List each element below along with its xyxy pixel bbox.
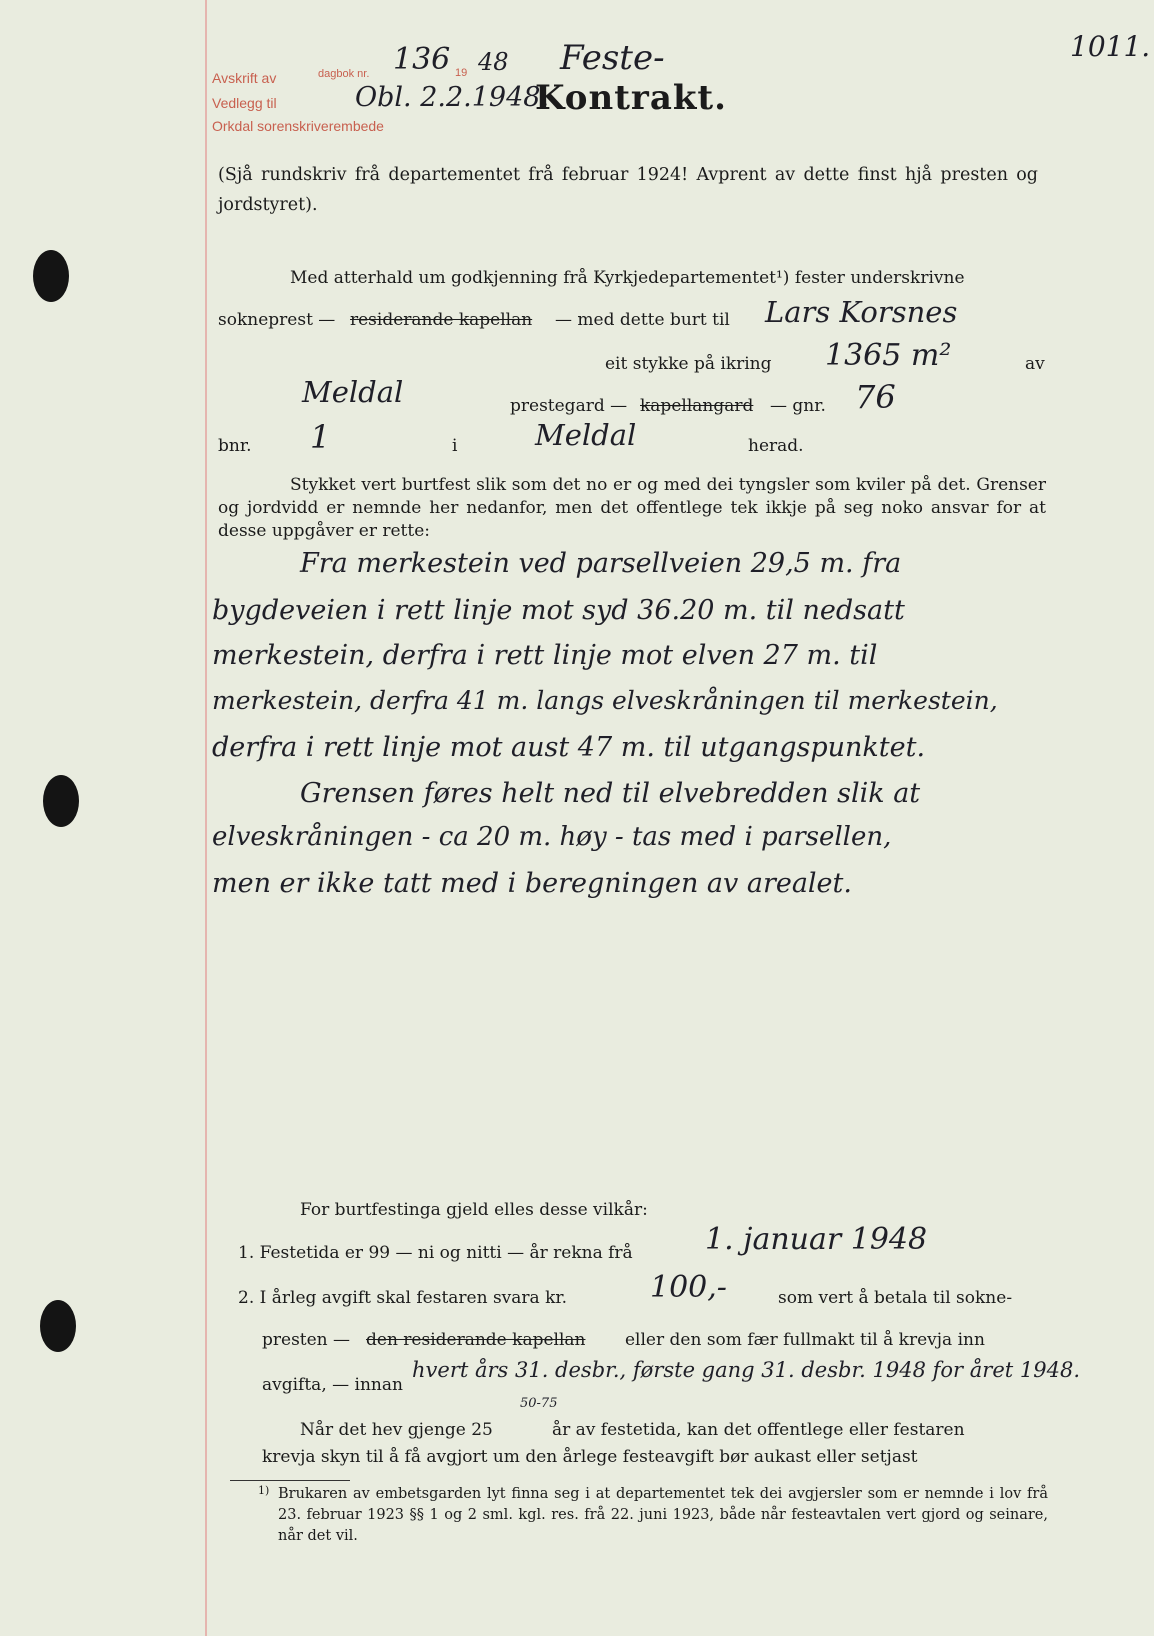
footnote-mark: 1) [258,1484,270,1497]
stamp-line1-left: Avskrift av [212,70,277,86]
condition-2-rest: eller den som fær fullmakt til å krevja inn [625,1330,985,1350]
intro-note: (Sjå rundskriv frå departementet frå februar 1924! Avprent av dette finst hjå presten og jordstyret). [218,165,1038,215]
registry-date: Obl. 2.2.1948. [355,82,550,113]
area-value: 1365 m² [825,338,952,373]
boundary-line: derfra i rett linje mot aust 47 m. til utgangspunktet. [212,732,926,763]
boundary-line: men er ikke tatt med i beregningen av arealet. [212,868,852,899]
footnote-text: Brukaren av embetsgarden lyt finna seg i at departementet tek dei avgjersler som er nemnde i lov frå 23. februar 1923 §§ 1 og 2 sml. kgl. res. frå 22. juni 1923, både når festeavtalen vert gjord og seinare, når det vil. [278,1486,1048,1544]
herad-label: herad. [748,436,804,456]
i-label: i [452,436,458,456]
condition-2: 2. I årleg avgift skal festaren svara kr. [238,1288,568,1308]
bnr-label: bnr. [218,436,252,456]
struck-kapellangard: kapellangard [640,396,754,416]
boundary-line: Fra merkestein ved parsellveien 29,5 m. fra [300,548,902,579]
stamp-line1-mid: dagbok nr. [318,68,370,80]
prestegard-label: prestegard — [510,396,628,416]
footnote-rule [230,1480,350,1481]
margin-rule [205,0,207,1636]
parish-handwritten: Meldal [302,375,404,409]
punch-hole-top [33,250,69,302]
boundary-line: Grensen føres helt ned til elvebredden slik at [300,778,921,809]
gnr-label: — gnr. [770,396,826,416]
struck-den-residerande: den residerande kapellan [366,1330,586,1350]
title-prefix: Feste- [560,38,665,78]
stamp-line3: Orkdal sorenskriverembede [212,118,384,134]
bnr-value: 1 [310,418,331,456]
registry-number: 136 [393,42,451,77]
punch-hole-bottom [40,1300,76,1352]
document-title: Kontrakt. [535,78,727,118]
form-line1: Med atterhald um godkjenning frå Kyrkjedepartementet¹) fester underskrivne [290,268,965,288]
sokneprest-label: sokneprest — [218,310,336,330]
condition-2-presten: presten — [262,1330,351,1350]
condition-1: 1. Festetida er 99 — ni og nitti — år rekna frå [238,1243,633,1263]
conditions-intro: For burtfestinga gjeld elles desse vilkår: [300,1200,648,1220]
condition-2-avgifta: avgifta, — innan [262,1375,403,1395]
condition-2-amount: 100,- [650,1270,727,1305]
years-annotation: 50-75 [520,1396,558,1411]
boundary-line: merkestein, derfra 41 m. langs elveskråningen til merkestein, [212,686,998,715]
condition-2-after: som vert å betala til sokne- [778,1288,1013,1308]
description-paragraph: Stykket vert burtfest slik som det no er og med dei tyngsler som kviler på det. Grenser og jordvidd er nemnde her nedanfor, men det offentlege tek ikkje på seg noko ansvar for at desse uppgåver er rette: [218,475,1046,541]
stamp-line2: Vedlegg til [212,95,277,111]
registry-year: 48 [478,48,509,76]
boundary-line: merkestein, derfra i rett linje mot elven 27 m. til [212,640,878,671]
condition-3b: år av festetida, kan det offentlege eller festaren [552,1420,965,1440]
boundary-line: bygdeveien i rett linje mot syd 36.20 m. til nedsatt [212,595,905,626]
stamp-line1-year: 19 [455,67,468,79]
page-number: 1011. [1070,30,1151,63]
stykke-label: eit stykke på ikring [605,354,772,374]
condition-3a: Når det hev gjenge 25 [300,1420,493,1440]
tenant-name: Lars Korsnes [765,295,958,329]
struck-kapellan: residerande kapellan [350,310,533,330]
punch-hole-middle [43,775,79,827]
av-label: av [1025,354,1045,374]
herad-handwritten: Meldal [535,418,637,452]
boundary-line: elveskråningen - ca 20 m. høy - tas med i parsellen, [212,822,892,852]
condition-2-due: hvert års 31. desbr., første gang 31. desbr. 1948 for året 1948. [412,1358,1080,1382]
med-dette-label: — med dette burt til [555,310,730,330]
condition-3-line2: krevja skyn til å få avgjort um den årlege festeavgift bør aukast eller setjast [262,1447,918,1467]
condition-1-date: 1. januar 1948 [705,1222,928,1257]
gnr-value: 76 [855,378,896,416]
